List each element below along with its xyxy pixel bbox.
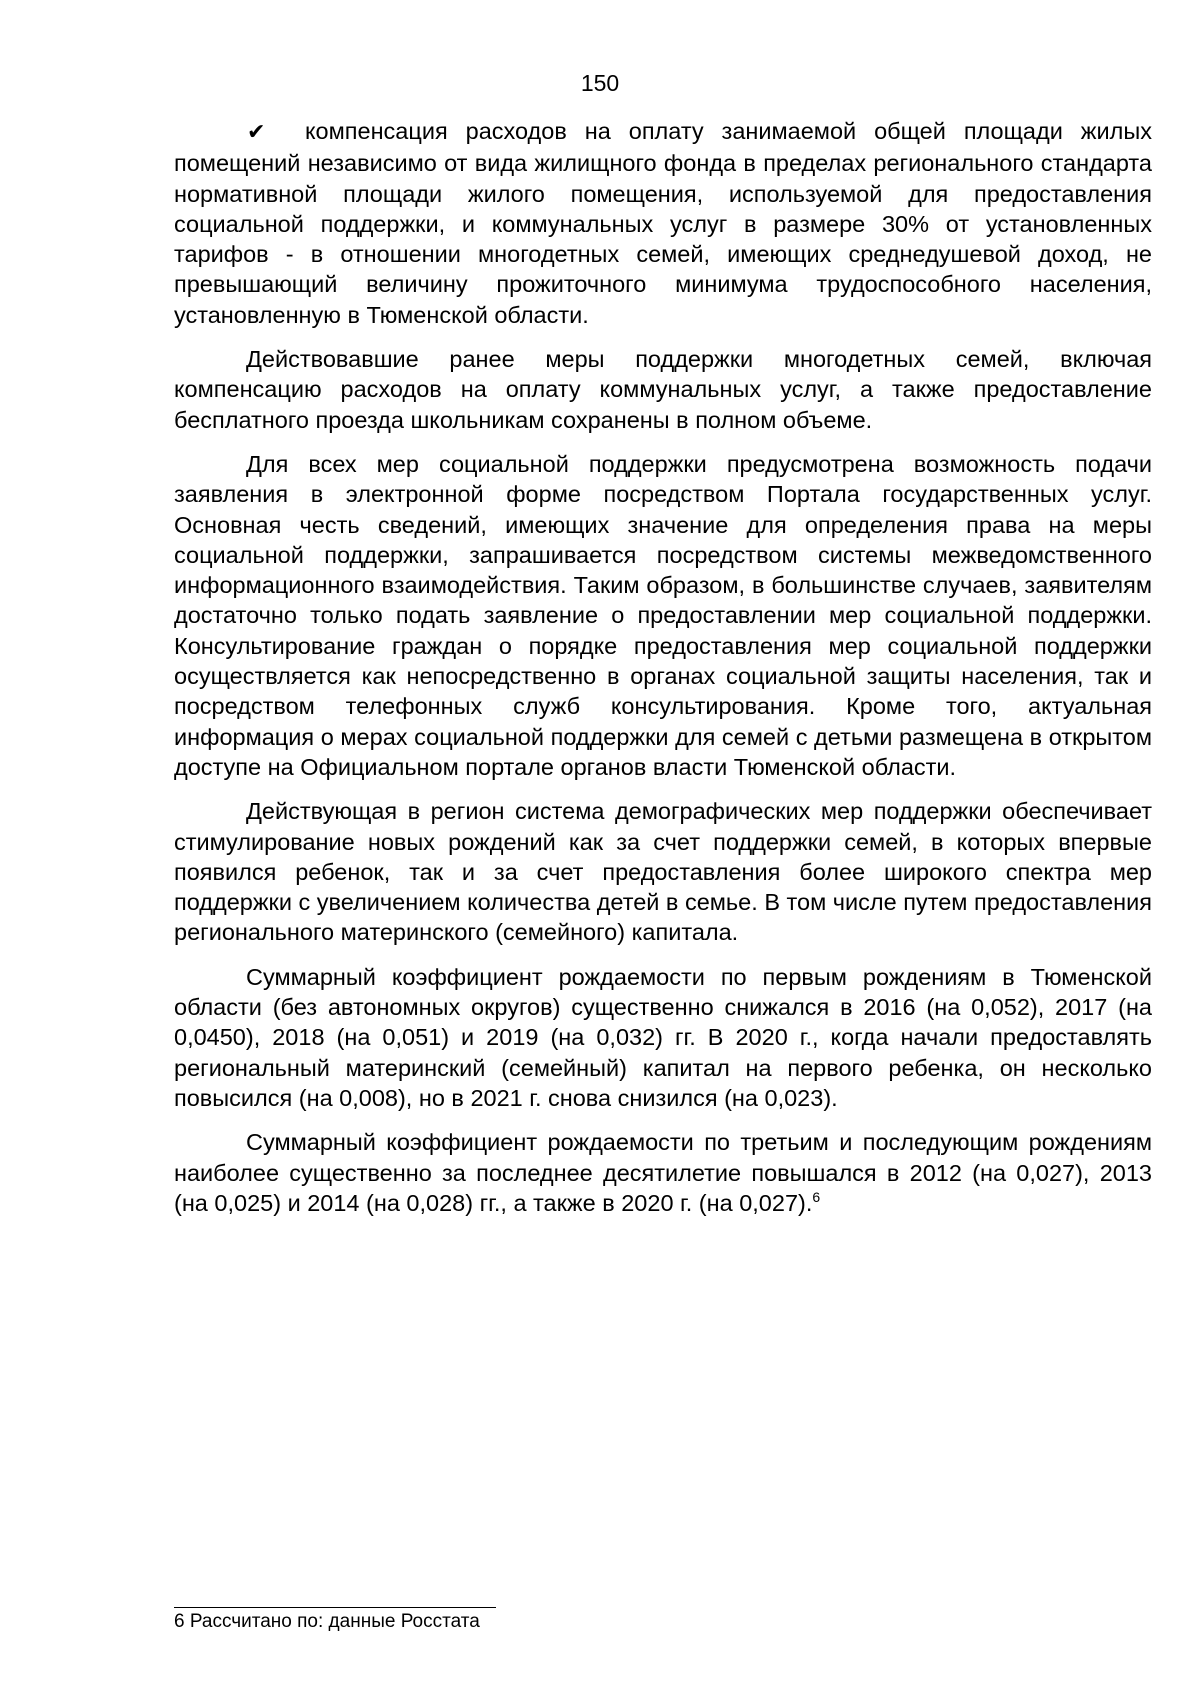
- bullet-text: компенсация расходов на оплату занимаемой общей площади жилых помещений независимо от вида жилищного фонда в пределах регионального стандарта нормативной площади жилого помещения, используемой для предоставления социальной поддержки, и коммунальных услуг в размере 30% от установленных тарифов - в отношении многодетных семей, имеющих среднедушевой доход, не превышающий величину прожиточного минимума трудоспособного населения, установленную в Тюменской области.: [174, 118, 1152, 328]
- footnote: 6 Рассчитано по: данные Росстата: [174, 1611, 480, 1632]
- paragraph: Для всех мер социальной поддержки предусмотрена возможность подачи заявления в электронной форме посредством Портала государственных услуг. Основная честь сведений, имеющих значение для определения права на меры социальной поддержки, запрашивается посредством системы межведомственного информационного взаимодействия. Таким образом, в большинстве случаев, заявителям достаточно только подать заявление о предоставлении мер социальной поддержки. Консультирование граждан о порядке предоставления мер социальной поддержки осуществляется как непосредственно в органах социальной защиты населения, так и посредством телефонных служб консультирования. Кроме того, актуальная информация о мерах социальной поддержки для семей с детьми размещена в открытом доступе на Официальном портале органов власти Тюменской области.: [174, 450, 1152, 780]
- bullet-item: [174, 116, 1152, 330]
- paragraph: Суммарный коэффициент рождаемости по первым рождениям в Тюменской области (без автономных округов) существенно снижался в 2016 (на 0,052), 2017 (на 0,0450), 2018 (на 0,051) и 2019 (на 0,032) гг. В 2020 г., когда начали предоставлять региональный материнский (семейный) капитал на первого ребенка, он несколько повысился (на 0,008), но в 2021 г. снова снизился (на 0,023).: [174, 963, 1152, 1111]
- paragraph-with-footnote: [174, 1127, 1152, 1218]
- footnote-separator: [174, 1607, 496, 1608]
- paragraph: Действовавшие ранее меры поддержки многодетных семей, включая компенсацию расходов на оплату коммунальных услуг, а также предоставление бесплатного проезда школьникам сохранены в полном объеме.: [174, 346, 1152, 433]
- paragraph: Действующая в регион система демографических мер поддержки обеспечивает стимулирование новых рождений как за счет поддержки семей, в которых впервые появился ребенок, так и за счет предоставления более широкого спектра мер поддержки с увеличением количества детей в семье. В том числе путем предоставления регионального материнского (семейного) капитала.: [174, 798, 1152, 946]
- page-number: 150: [580, 70, 620, 96]
- document-body: [174, 116, 1152, 1232]
- checkmark-icon: ✔: [247, 120, 266, 145]
- footnote-reference: 6: [812, 1188, 821, 1205]
- paragraph-text: Суммарный коэффициент рождаемости по третьим и последующим рождениям наиболее существенно за последнее десятилетие повышался в 2012 (на 0,027), 2013 (на 0,025) и 2014 (на 0,028) гг., а также в 2020 г. (на 0,027).: [174, 1129, 1152, 1216]
